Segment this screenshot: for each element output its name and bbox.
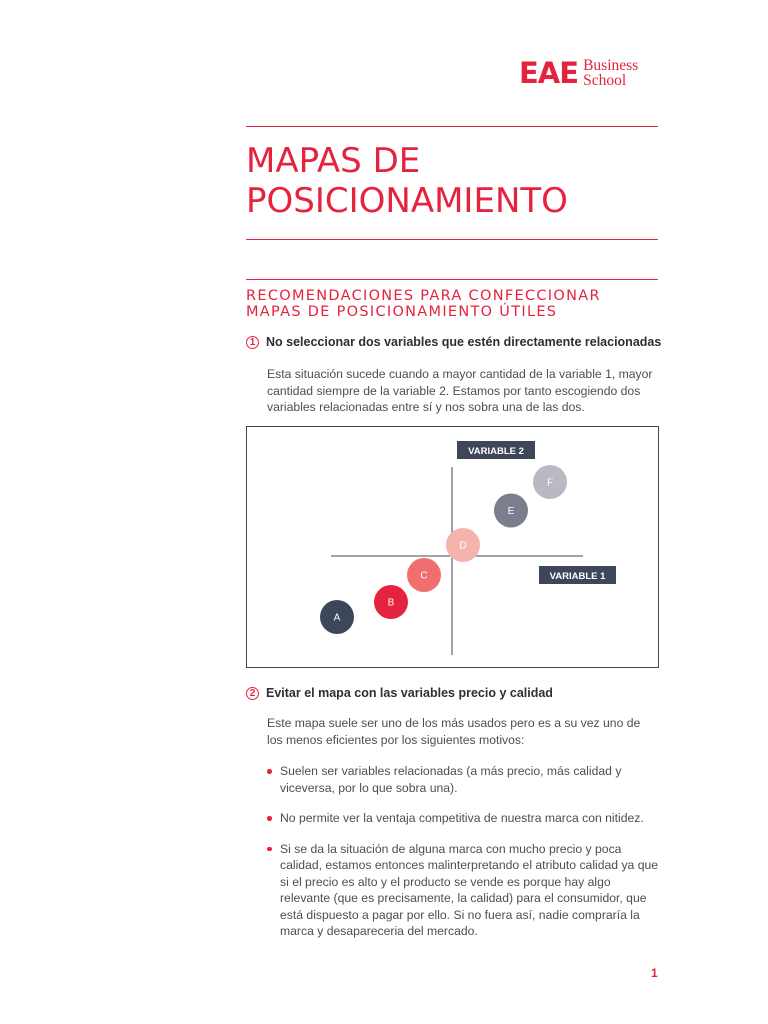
step-2-paragraph: Este mapa suele ser uno de los más usados pero es a su vez uno de los menos eficientes por los siguientes motivos:	[267, 716, 641, 747]
section-heading	[246, 288, 601, 320]
point-label-a: A	[333, 612, 341, 624]
section-heading-line1: RECOMENDACIONES PARA CONFECCIONAR	[246, 288, 601, 304]
page-title-line2: POSICIONAMIENTO	[246, 181, 568, 221]
chart-points	[320, 465, 567, 634]
page-title	[246, 141, 568, 221]
step-2-heading	[246, 686, 553, 700]
title-bottom-divider	[246, 239, 658, 240]
list-item: Si se da la situación de alguna marca con mucho precio y poca calidad, estamos entonces malinterpretando el atributo calidad ya que si el precio es alto y el producto se vende es porque hay algo relevante (que es precisamente, la calidad) para el consumidor, que está dispuesto a pagar por ello. Si no fuera así, nadie compraría la marca y desapareceria del mercado.	[267, 841, 659, 940]
logo-subtitle-line1: Business	[583, 57, 639, 74]
step-2-title: Evitar el mapa con las variables precio y calidad	[266, 686, 553, 700]
list-item: No permite ver la ventaja competitiva de nuestra marca con nitidez.	[267, 810, 659, 827]
logo-subtitle	[583, 58, 638, 88]
page-title-line1: MAPAS DE	[246, 141, 421, 181]
positioning-map-svg	[247, 427, 658, 667]
title-top-divider	[246, 126, 658, 127]
point-label-c: C	[420, 570, 428, 582]
logo-subtitle-line2: School	[583, 72, 627, 89]
positioning-map-chart	[246, 426, 659, 668]
step-1-number-icon: 1	[246, 336, 259, 349]
list-item: Suelen ser variables relacionadas (a más precio, más calidad y viceversa, por lo que sobra una).	[267, 763, 659, 796]
page-number: 1	[651, 966, 658, 980]
step-1-heading	[246, 335, 661, 349]
eae-logo	[519, 58, 638, 88]
step-1-paragraph: Esta situación sucede cuando a mayor cantidad de la variable 1, mayor cantidad siempre de la variable 2. Estamos por tanto escogiendo dos variables relacionadas entre sí y nos sobra una de las dos.	[267, 367, 653, 414]
step-1-title: No seleccionar dos variables que estén directamente relacionadas	[266, 335, 662, 349]
reasons-list	[267, 763, 659, 954]
section-heading-line2: MAPAS DE POSICIONAMIENTO ÚTILES	[246, 304, 558, 320]
x-axis-label: VARIABLE 1	[549, 571, 606, 582]
point-label-e: E	[507, 506, 515, 517]
logo-eae-text: EAE	[519, 56, 579, 90]
point-label-d: D	[459, 540, 467, 552]
section-divider	[246, 279, 658, 280]
y-axis-label: VARIABLE 2	[468, 446, 524, 457]
point-label-b: B	[387, 597, 395, 609]
step-2-number-icon: 2	[246, 687, 259, 700]
point-label-f: F	[546, 477, 554, 489]
